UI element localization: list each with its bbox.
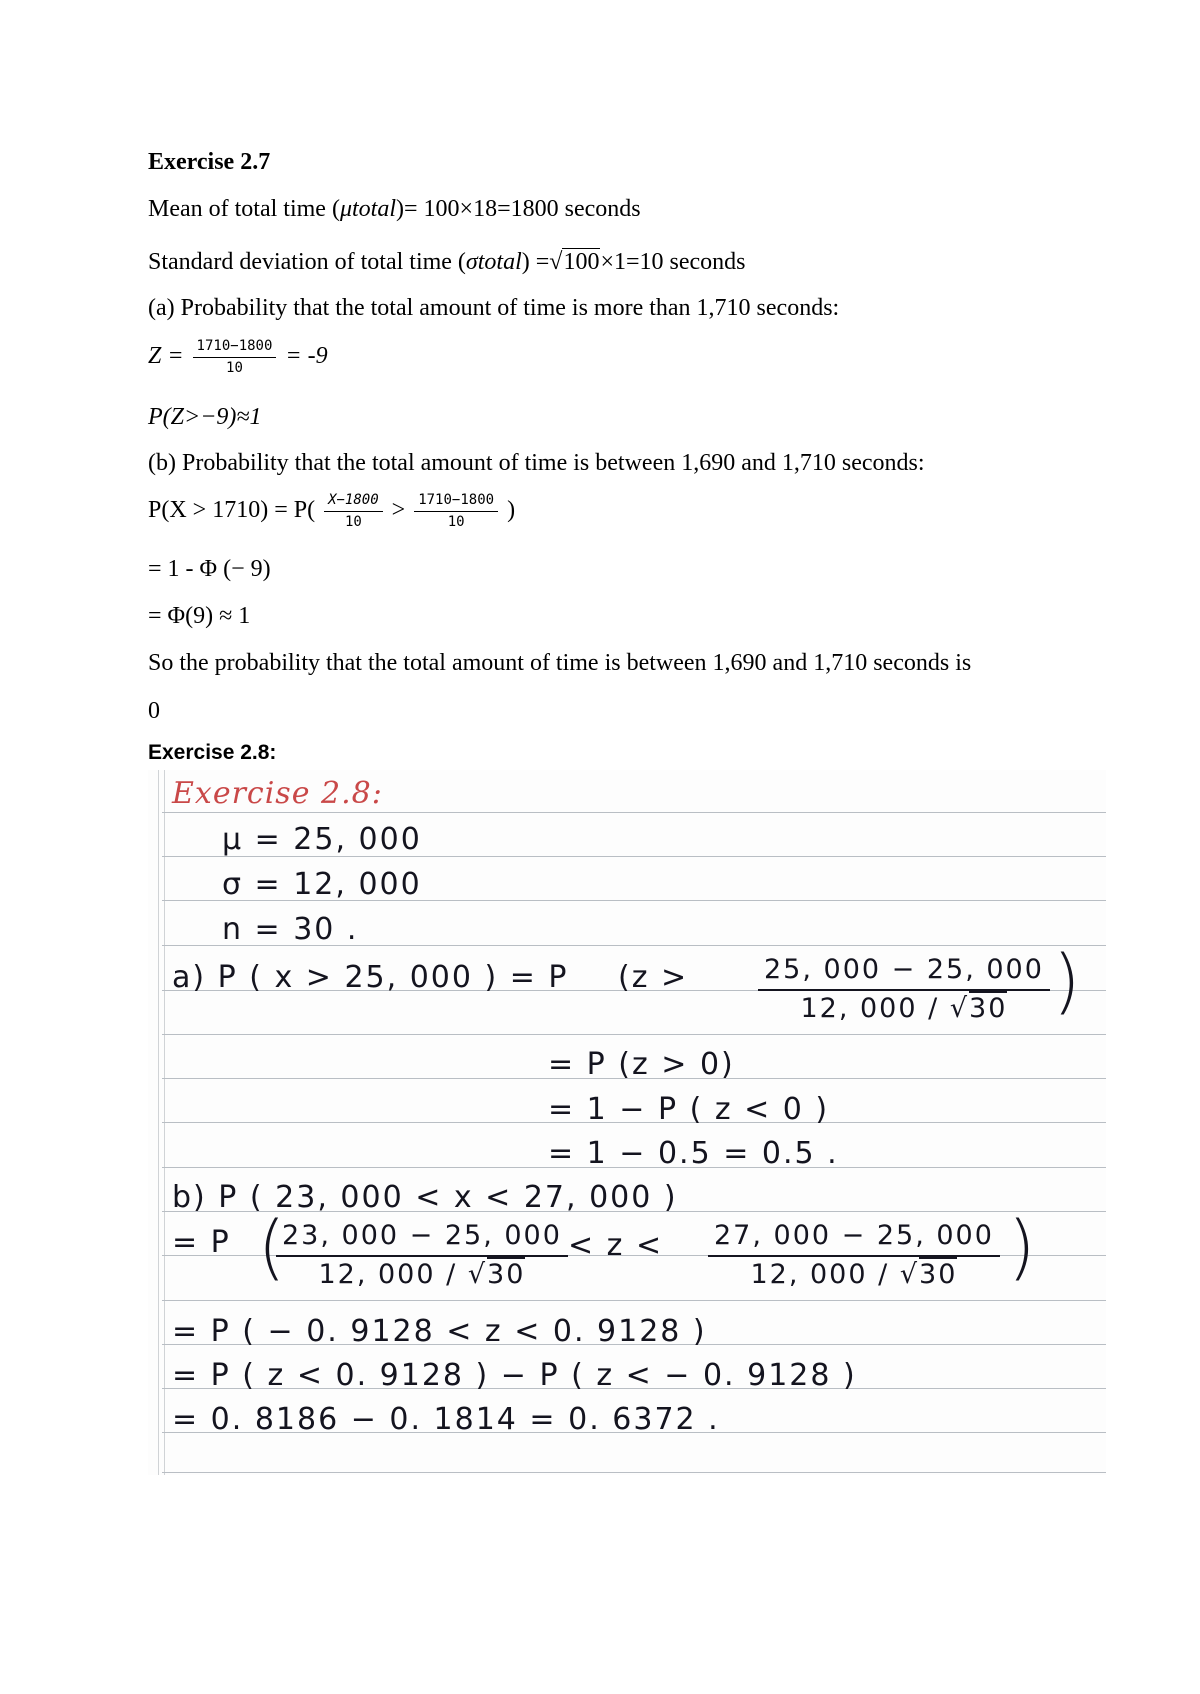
ruled-line	[162, 1300, 1106, 1301]
z-result: = -9	[285, 342, 328, 369]
pb-numerator-1: X−1800	[324, 492, 383, 512]
z-label: Z =	[148, 342, 184, 369]
mean-total-line	[148, 195, 641, 224]
hw-part-b-eq: = P	[172, 1225, 231, 1260]
pb-close: )	[507, 496, 516, 523]
pb-left: P(X > 1710) = P(	[148, 496, 316, 523]
hw-a-step-1: = P (z > 0)	[548, 1047, 735, 1082]
hw-part-b-numerator-2: 27, 000 − 25, 000	[708, 1220, 1000, 1257]
hw-sigma: σ = 12, 000	[222, 867, 422, 902]
sd-label: Standard deviation of total time (	[148, 249, 466, 275]
hw-part-b-denominator-2: 12, 000 / √30	[750, 1259, 958, 1290]
pb-denominator-2: 10	[447, 513, 465, 530]
exercise-2-8-heading: Exercise 2.8:	[148, 741, 277, 764]
hw-part-b-fraction-2	[708, 1220, 1000, 1290]
hw-part-b-lt: < z <	[568, 1228, 664, 1263]
hw-n: n = 30 .	[222, 912, 359, 947]
pb-numerator-2: 1710−1800	[414, 492, 498, 512]
hw-part-b-numerator-1: 23, 000 − 25, 000	[276, 1220, 568, 1257]
hw-part-a-denominator: 12, 000 / √30	[800, 993, 1008, 1024]
ruled-line	[162, 812, 1106, 813]
exercise-2-7-heading: Exercise 2.7	[148, 149, 271, 175]
sigma-total-symbol: σtotal	[465, 249, 522, 275]
z-denominator: 10	[226, 359, 243, 376]
ruled-line	[162, 1034, 1106, 1035]
hw-b-step-3: = 0. 8186 − 0. 1814 = 0. 6372 .	[172, 1402, 720, 1437]
pb-gt: >	[391, 496, 406, 523]
pb-fraction-2	[414, 492, 498, 531]
sd-mid: ) =	[521, 249, 550, 275]
z-fraction	[193, 338, 277, 377]
z-numerator: 1710−1800	[193, 338, 277, 358]
hw-part-a-fraction	[758, 954, 1050, 1024]
hw-b-step-2: = P ( z < 0. 9128 ) − P ( z < − 0. 9128 )	[172, 1358, 857, 1393]
part-a-text: (a) Probability that the total amount of time is more than 1,710 seconds:	[148, 295, 840, 321]
part-b-text: (b) Probability that the total amount of time is between 1,690 and 1,710 seconds:	[148, 450, 925, 476]
sd-tail: ×1=10 seconds	[600, 249, 746, 275]
hw-part-a-numerator: 25, 000 − 25, 000	[758, 954, 1050, 991]
hw-paren: (	[258, 1206, 286, 1288]
hw-title: Exercise 2.8:	[172, 776, 383, 811]
hw-a-step-2: = 1 − P ( z < 0 )	[548, 1092, 830, 1127]
sd-total-line	[148, 248, 746, 277]
step-1: = 1 - Φ (− 9)	[148, 556, 271, 582]
hw-part-b-fraction-1	[276, 1220, 568, 1290]
conclusion-value: 0	[148, 698, 160, 724]
ruled-line	[162, 1472, 1106, 1473]
pb-fraction-1	[324, 492, 383, 531]
step-2: = Φ(9) ≈ 1	[148, 603, 251, 629]
hw-part-a-z: (z >	[618, 960, 689, 995]
hw-a-step-3: = 1 − 0.5 = 0.5 .	[548, 1136, 839, 1171]
pb-equation	[148, 492, 515, 531]
z-equation	[148, 338, 328, 377]
hw-mu: μ = 25, 000	[222, 822, 422, 857]
sqrt-radicand: 100	[563, 249, 600, 275]
pb-denominator-1: 10	[344, 513, 362, 530]
handwritten-notebook-image	[148, 770, 1106, 1475]
hw-part-a: a) P ( x > 25, 000 ) = P	[172, 960, 569, 995]
sqrt-symbol: √100	[549, 249, 600, 275]
mean-value: )= 100×18=1800 seconds	[396, 196, 641, 222]
margin-line	[158, 770, 159, 1475]
hw-part-b: b) P ( 23, 000 < x < 27, 000 )	[172, 1180, 678, 1215]
hw-paren: )	[1053, 940, 1081, 1022]
mean-label: Mean of total time (	[148, 196, 340, 222]
hw-paren: )	[1008, 1206, 1036, 1288]
hw-part-b-denominator-1: 12, 000 / √30	[318, 1259, 526, 1290]
hw-b-step-1: = P ( − 0. 9128 < z < 0. 9128 )	[172, 1314, 707, 1349]
pz-line: P(Z>−9)≈1	[148, 404, 262, 430]
conclusion-text: So the probability that the total amount of time is between 1,690 and 1,710 seconds is	[148, 650, 972, 676]
mu-total-symbol: μtotal	[339, 196, 397, 222]
